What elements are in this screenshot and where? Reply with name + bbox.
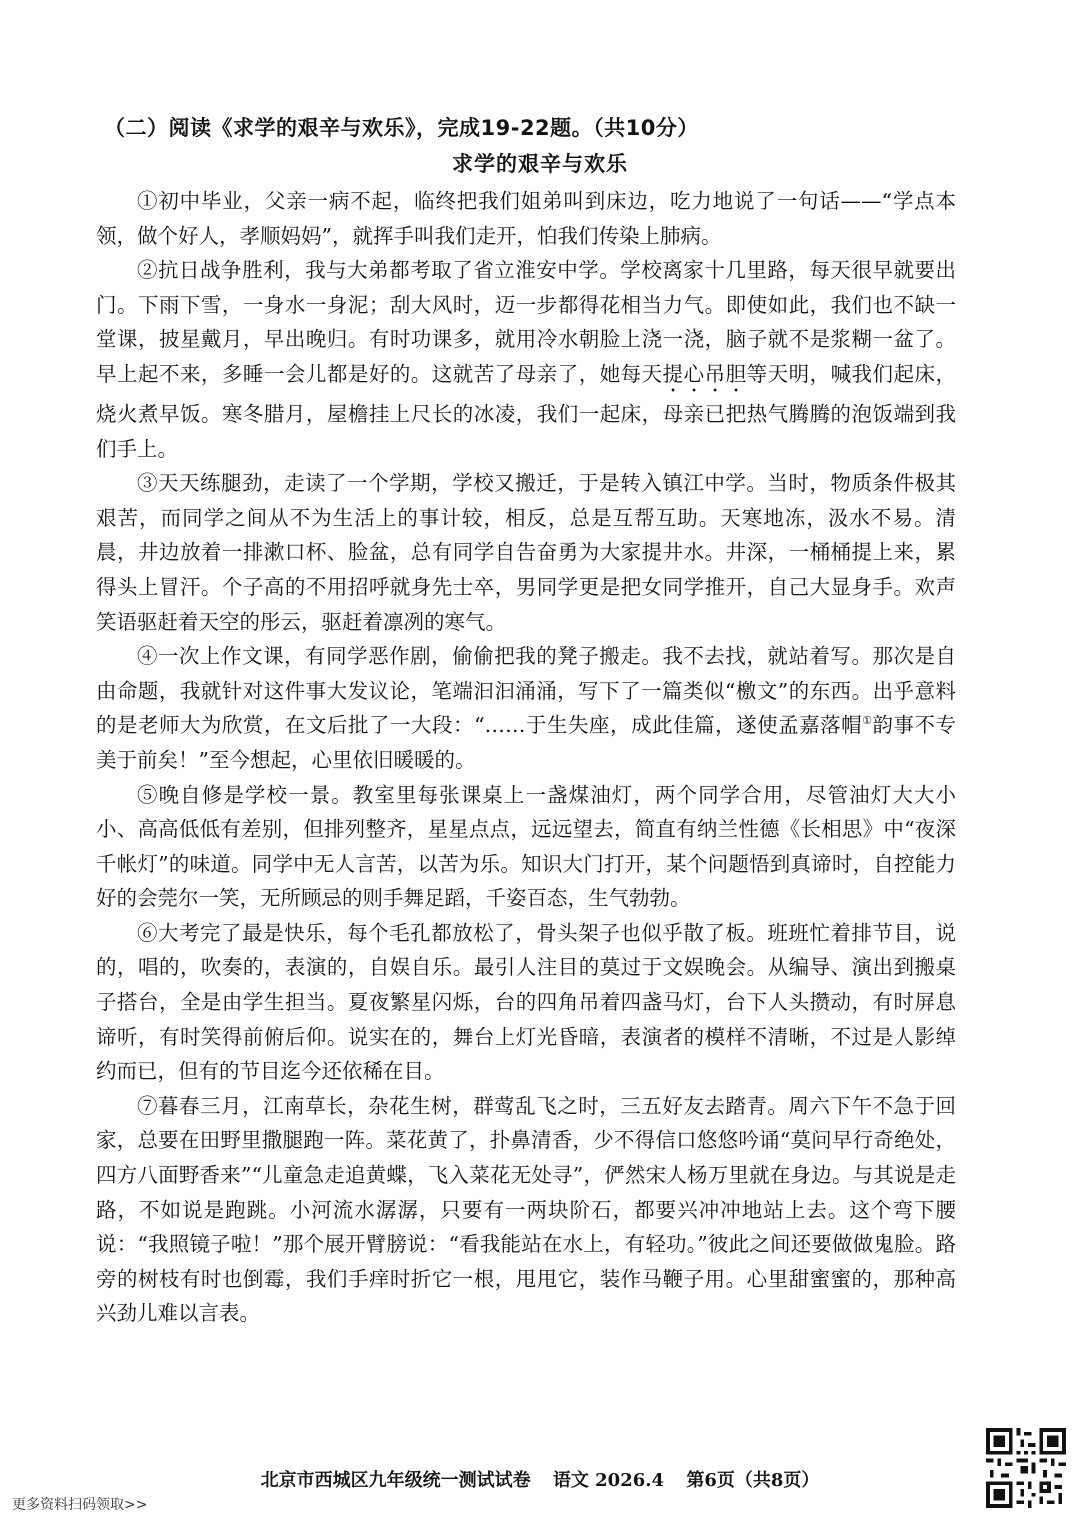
article-body <box>96 184 956 1331</box>
page-number: 第6页（共8页） <box>686 1470 820 1491</box>
section-heading: （二）阅读《求学的艰辛与欢乐》，完成19-22题。（共10分） <box>104 116 699 140</box>
paragraph-6: ⑥大考完了最是快乐，每个毛孔都放松了，骨头架子也似乎散了板。班班忙着排节目，说的，唱的，吹奏的，表演的，自娱自乐。最引人注目的莫过于文娱晚会。从编导、演出到搬桌子搭台，全是由学生担当。夏夜繁星闪烁，台的四角吊着四盏马灯，台下人头攒动，有时屏息谛听，有时笑得前俯后仰。说实在的，舞台上灯光昏暗，表演者的模样不清晰，不过是人影绰约而已，但有的节目迄今还依稀在目。 <box>96 920 956 1084</box>
paragraph-5: ⑤晚自修是学校一景。教室里每张课桌上一盏煤油灯，两个同学合用，尽管油灯大大小小、高高低低有差别，但排列整齐，星星点点，远远望去，简直有纳兰性德《长相思》中“夜深千帐灯”的味道。同学中无人言苦，以苦为乐。知识大门打开，某个问题悟到真谛时，自控能力好的会莞尔一笑，无所顾忌的则手舞足蹈，千姿百态，生气勃勃。 <box>96 782 956 911</box>
more-resources-link[interactable]: 更多资料扫码领取>> <box>12 1497 148 1513</box>
page-footer <box>0 1466 1080 1492</box>
article-title: 求学的艰辛与欢乐 <box>452 152 628 176</box>
paragraph-7: ⑦暮春三月，江南草长，杂花生树，群莺乱飞之时，三五好友去踏青。周六下午不急于回家，总要在田野里撒腿跑一阵。菜花黄了，扑鼻清香，少不得信口悠悠吟诵“莫问早行奇绝处，四方八面野香来”“儿童急走追黄蝶，飞入菜花无处寻”，俨然宋人杨万里就在身边。与其说是走路，不如说是跑跳。小河流水潺潺，只要有一两块阶石，都要兴冲冲地站上去。这个弯下腰说：“我照镜子啦！”那个展开臂膀说：“看我能站在水上，有轻功。”彼此之间还要做做鬼脸。路旁的树枝有时也倒霉，我们手痒时折它一根，甩甩它，装作马鞭子用。心里甜蜜蜜的，那种高兴劲儿难以言表。 <box>96 1093 956 1326</box>
exam-name: 北京市西城区九年级统一测试试卷 <box>260 1470 531 1491</box>
paragraph-3: ③天天练腿劲，走读了一个学期，学校又搬迁，于是转入镇江中学。当时，物质条件极其艰苦，而同学之间从不为生活上的事计较，相反，总是互帮互助。天寒地冻，汲水不易。清晨，井边放着一排漱口杯、脸盆，总有同学自告奋勇为大家提井水。井深，一桶桶提上来，累得头上冒汗。个子高的不用招呼就身先士卒，男同学更是把女同学推开，自己大显身手。欢声笑语驱赶着天空的彤云，驱赶着凛冽的寒气。 <box>96 471 956 634</box>
paragraph-1: ①初中毕业，父亲一病不起，临终把我们姐弟叫到床边，吃力地说了一句话——“学点本领，做个好人，孝顺妈妈”，就挥手叫我们走开，怕我们传染上肺病。 <box>96 189 956 248</box>
emphasized-phrase: 提心吊胆 <box>662 361 747 386</box>
paragraph-2: ②抗日战争胜利，我与大弟都考取了省立淮安中学。学校离家十几里路，每天很早就要出门。下雨下雪，一身水一身泥；刮大风时，迈一步都得花相当力气。即使如此，我们也不缺一堂课，披星戴月，早出晚归。有时功课多，就用冷水朝脸上浇一浇，脑子就不是浆糊一盆了。早上起不来，多睡一会儿都是好的。这就苦了母亲了，她每天提心吊胆等天明，喊我们起床，烧火煮早饭。寒冬腊月，屋檐挂上尺长的冰凌，我们一起床，母亲已把热气腾腾的泡饭端到我们手上。 <box>96 258 957 461</box>
subject-date: 语文 2026.4 <box>552 1470 665 1491</box>
footnote-marker: ① <box>862 714 873 728</box>
paragraph-4: ④一次上作文课，有同学恶作剧，偷偷把我的凳子搬走。我不去找，就站着写。那次是自由命题，我就针对这件事大发议论，笔端汩汩涌涌，写下了一篇类似“檄文”的东西。出乎意料的是老师大为欣赏，在文后批了一大段：“……于生失座，成此佳篇，遂使孟嘉落帽①韵事不专美于前矣！”至今想起，心里依旧暖暖的。 <box>96 644 956 772</box>
